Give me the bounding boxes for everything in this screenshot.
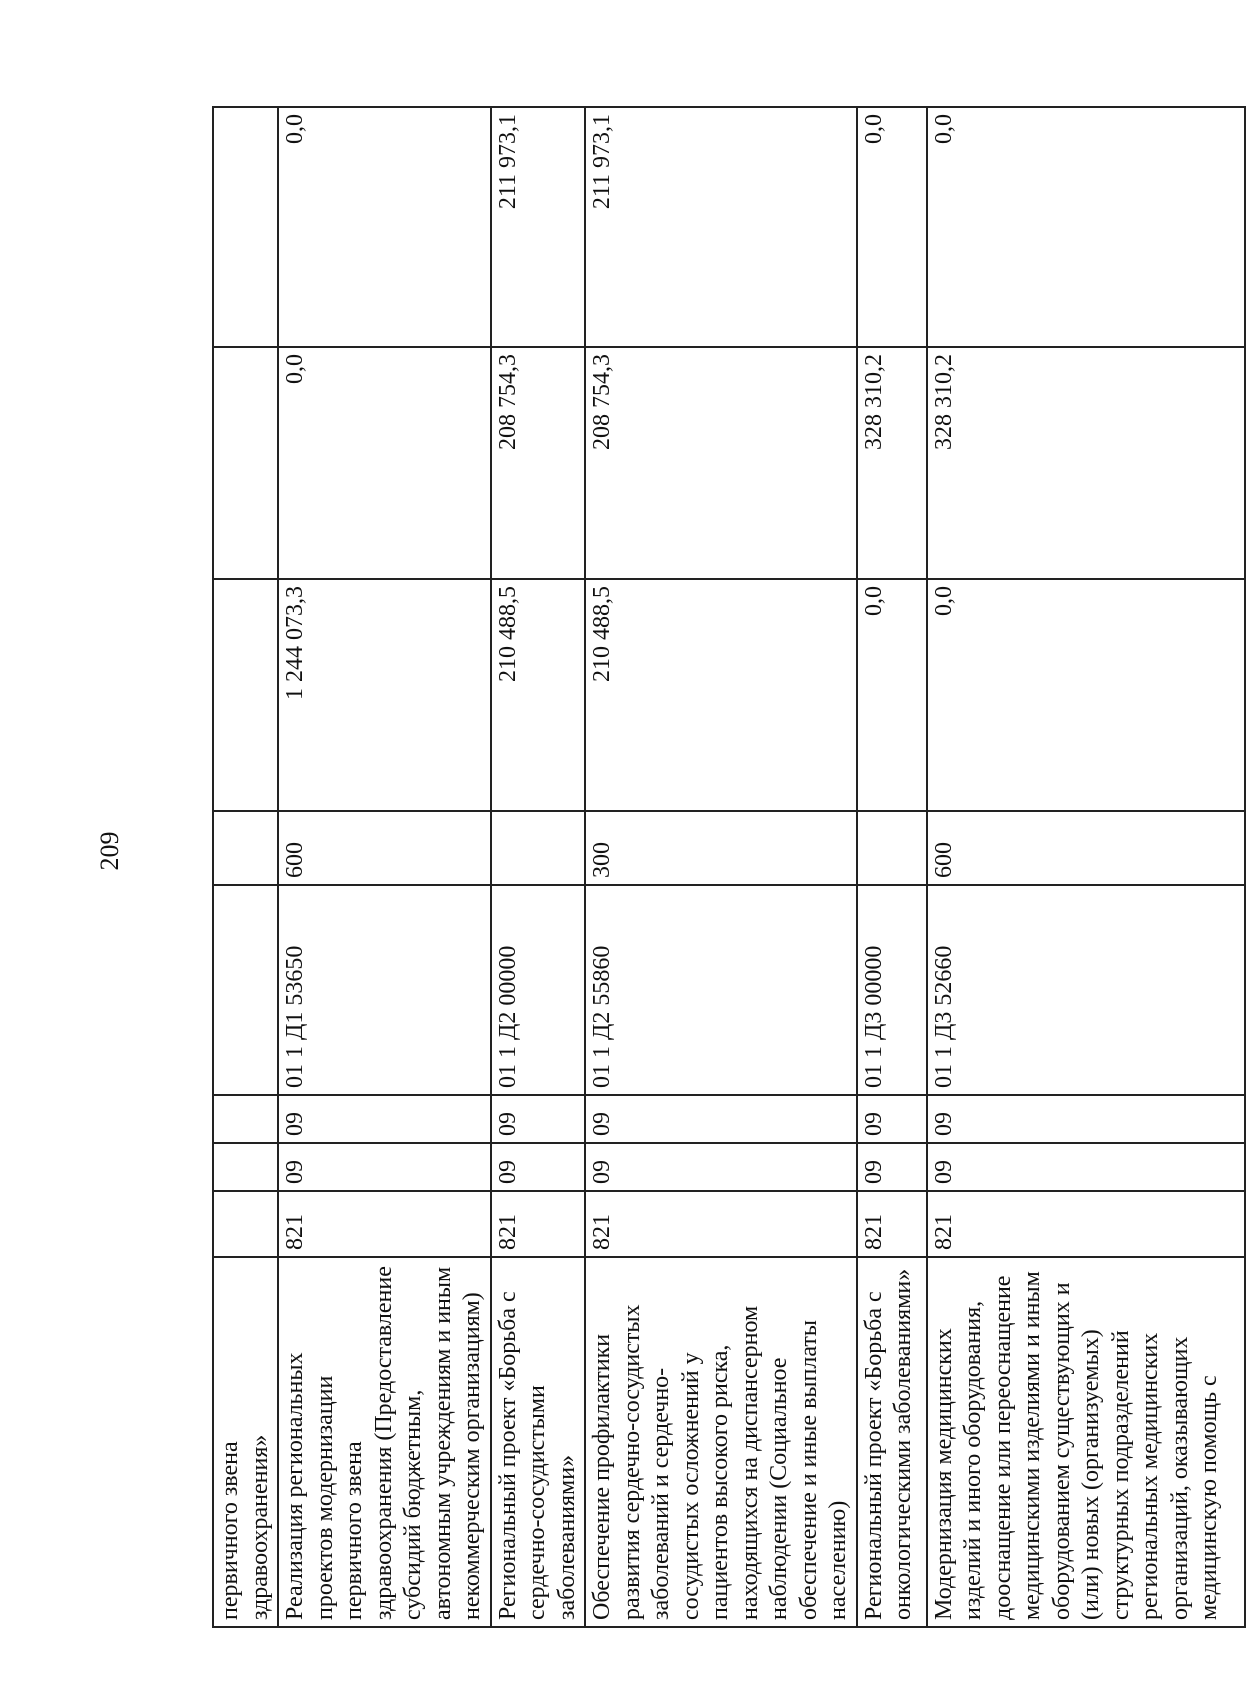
year1-cell: 210 488,5 [491,579,586,811]
vr-cell: 300 [585,811,857,885]
csr-cell: 01 1 Д1 53650 [278,885,491,1095]
csr-cell: 01 1 Д3 00000 [857,885,927,1095]
table-row [491,107,586,1627]
row-name: Обеспечение профилактики развития сердечно-сосудистых заболеваний и сердечно-сосудистых осложнений у пациентов высокого риска, находящихся на диспансерном наблюдении (Социальное обеспечение и иные выплаты населению) [585,1257,857,1627]
grbs-cell: 821 [278,1191,491,1257]
vr-cell: 600 [927,811,1245,885]
row-name: Региональный проект «Борьба с сердечно-сосудистыми заболеваниями» [491,1257,586,1627]
pr-cell: 09 [278,1095,491,1143]
year3-cell: 0,0 [927,107,1245,347]
rz-cell: 09 [585,1143,857,1191]
rz-cell: 09 [857,1143,927,1191]
year1-cell: 210 488,5 [585,579,857,811]
table-row [278,107,491,1627]
pr-cell: 09 [491,1095,586,1143]
rz-cell: 09 [491,1143,586,1191]
row-name: первичного звена здравоохранения» [213,1257,278,1627]
year2-cell [213,347,278,579]
rz-cell: 09 [927,1143,1245,1191]
grbs-cell: 821 [585,1191,857,1257]
pr-cell: 09 [927,1095,1245,1143]
csr-cell: 01 1 Д2 55860 [585,885,857,1095]
year2-cell: 328 310,2 [927,347,1245,579]
vr-cell [491,811,586,885]
year2-cell: 0,0 [278,347,491,579]
grbs-cell: 821 [857,1191,927,1257]
grbs-cell [213,1191,278,1257]
year3-cell: 0,0 [278,107,491,347]
csr-cell: 01 1 Д2 00000 [491,885,586,1095]
pr-cell [213,1095,278,1143]
year3-cell: 211 973,1 [491,107,586,347]
pr-cell: 09 [585,1095,857,1143]
grbs-cell: 821 [927,1191,1245,1257]
table-row [585,107,857,1627]
table-row [857,107,927,1627]
rz-cell [213,1143,278,1191]
grbs-cell: 821 [491,1191,586,1257]
table-row [927,107,1245,1627]
vr-cell [857,811,927,885]
year1-cell: 1 244 073,3 [278,579,491,811]
budget-table-container [212,108,1223,1628]
year3-cell: 211 973,1 [585,107,857,347]
year2-cell: 208 754,3 [491,347,586,579]
rz-cell: 09 [278,1143,491,1191]
year1-cell: 0,0 [857,579,927,811]
table-row [213,107,278,1627]
budget-table [212,106,1246,1628]
year1-cell: 0,0 [927,579,1245,811]
year3-cell: 0,0 [857,107,927,347]
pr-cell: 09 [857,1095,927,1143]
year1-cell [213,579,278,811]
year2-cell: 328 310,2 [857,347,927,579]
vr-cell: 600 [278,811,491,885]
year2-cell: 208 754,3 [585,347,857,579]
csr-cell: 01 1 Д3 52660 [927,885,1245,1095]
csr-cell [213,885,278,1095]
vr-cell [213,811,278,885]
row-name: Региональный проект «Борьба с онкологическими заболеваниями» [857,1257,927,1627]
row-name: Модернизация медицинских изделий и иного оборудования, дооснащение или переоснащение медицинскими изделиями и иным оборудованием существующих и (или) новых (организуемых) структурных подразделений региональных медицинских организаций, оказывающих медицинскую помощь с [927,1257,1245,1627]
year3-cell [213,107,278,347]
page-number: 209 [95,831,124,871]
row-name: Реализация региональных проектов модернизации первичного звена здравоохранения (Предоставление субсидий бюджетным, автономным учреждениям и иным некоммерческим организациям) [278,1257,491,1627]
